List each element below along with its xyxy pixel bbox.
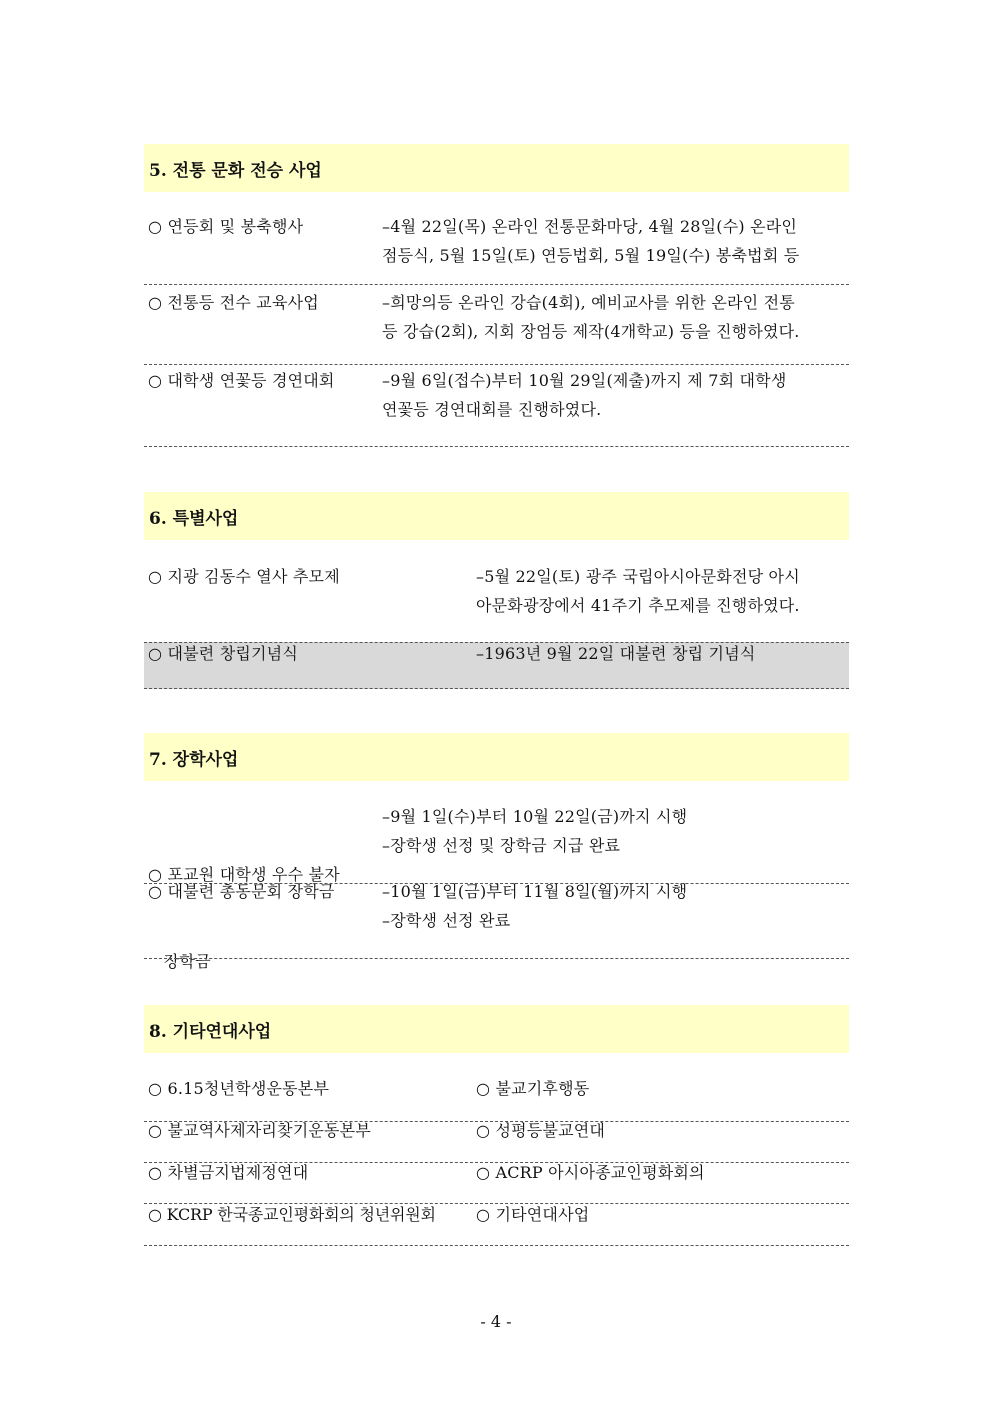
- table-row: [144, 212, 849, 285]
- section-7-header: [144, 733, 849, 781]
- section-title: 6. 특별사업: [149, 508, 239, 529]
- row-label: ○ 포교원 대학생 우수 불자 장학금: [148, 865, 340, 971]
- row-label: ○ 대불련 창립기념식: [148, 644, 298, 663]
- page-number: - 4 -: [480, 1312, 512, 1331]
- row-description: –10월 1일(금)부터 11월 8일(월)까지 시행 –장학생 선정 완료: [382, 882, 688, 930]
- row-left-item: ○ 불교역사제자리찾기운동본부: [148, 1121, 371, 1140]
- row-label: ○ 지광 김동수 열사 추모제: [148, 567, 340, 586]
- row-description: –희망의등 온라인 강습(4회), 예비교사를 위한 온라인 전통 등 강습(2회), 지회 장엄등 제작(4개학교) 등을 진행하였다.: [382, 293, 800, 341]
- row-right-item: ○ 성평등불교연대: [476, 1121, 606, 1140]
- section-title: 7. 장학사업: [149, 749, 239, 770]
- row-description: –5월 22일(토) 광주 국립아시아문화전당 아시 아문화광장에서 41주기 추모제를 진행하였다.: [476, 567, 800, 615]
- row-label: ○ 대학생 연꽃등 경연대회: [148, 371, 335, 390]
- table-row: [144, 1121, 849, 1163]
- table-row: [144, 1162, 849, 1204]
- row-right-item: ○ 불교기후행동: [476, 1079, 590, 1098]
- row-left-item: ○ 6.15청년학생운동본부: [148, 1079, 330, 1098]
- table-row: [144, 288, 849, 365]
- row-description: –1963년 9월 22일 대불련 창립 기념식: [476, 644, 756, 663]
- table-row: [144, 364, 849, 447]
- row-description: –4월 22일(목) 온라인 전통문화마당, 4월 28일(수) 온라인 점등식, 5월 15일(토) 연등법회, 5월 19일(수) 봉축법회 등: [382, 217, 800, 265]
- row-label: ○ 연등회 및 봉축행사: [148, 217, 304, 236]
- section-8-header: [144, 1005, 849, 1053]
- row-right-item: ○ ACRP 아시아종교인평화회의: [476, 1163, 705, 1182]
- row-description: –9월 6일(접수)부터 10월 29일(제출)까지 제 7회 대학생 연꽃등 경연대회를 진행하였다.: [382, 371, 787, 419]
- section-title: 5. 전통 문화 전승 사업: [149, 160, 322, 181]
- section-title: 8. 기타연대사업: [149, 1021, 272, 1042]
- section-6-header: [144, 492, 849, 540]
- section-5-header: [144, 144, 849, 192]
- table-row-highlighted: [144, 642, 849, 689]
- table-row: [144, 1203, 849, 1246]
- row-right-item: ○ 기타연대사업: [476, 1205, 590, 1224]
- row-description: –9월 1일(수)부터 10월 22일(금)까지 시행 –장학생 선정 및 장학금 지급 완료: [382, 807, 688, 855]
- row-label: ○ 전통등 전수 교육사업: [148, 293, 319, 312]
- table-row: [144, 1074, 849, 1122]
- table-row: [144, 883, 849, 959]
- row-left-item: ○ 차별금지법제정연대: [148, 1163, 309, 1182]
- row-left-item: ○ KCRP 한국종교인평화회의 청년위원회: [148, 1205, 436, 1224]
- row-label: ○ 대불련 총동문회 장학금: [148, 882, 335, 901]
- table-row: [144, 560, 849, 643]
